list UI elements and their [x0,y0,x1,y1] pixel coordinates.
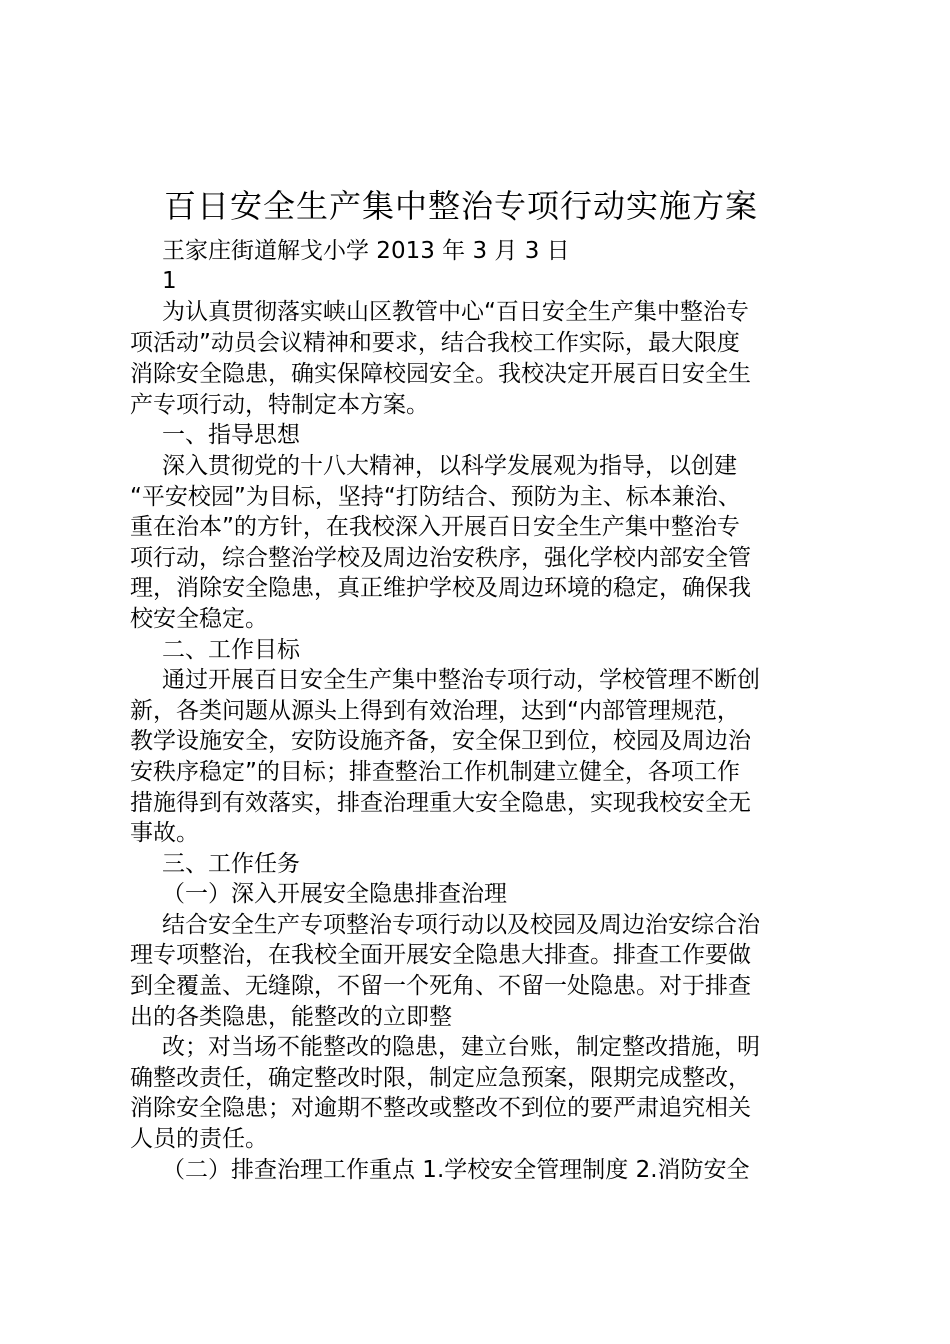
section-heading: 三、工作任务 [162,851,300,877]
text-line: 确整改责任，确定整改时限，制定应急预案，限期完成整改， [130,1065,751,1091]
text-line: 到全覆盖、无缝隙，不留一个死角、不留一处隐患。对于排查 [130,973,751,999]
section-heading: 一、指导思想 [162,422,300,448]
byline: 王家庄街道解戈小学 2013 年 3 月 3 日 [162,238,570,264]
text-line: 结合安全生产专项整治专项行动以及校园及周边治安综合治 [162,912,760,938]
text-line: 产专项行动，特制定本方案。 [130,392,429,418]
text-line: 校安全稳定。 [130,606,268,632]
text-line: 为认真贯彻落实峡山区教管中心“百日安全生产集中整治专 [162,299,749,325]
text-line: 理，消除安全隐患，真正维护学校及周边环境的稳定，确保我 [130,575,751,601]
text-line: 事故。 [130,820,199,846]
text-line: 理专项整治，在我校全面开展安全隐患大排查。排查工作要做 [130,942,751,968]
text-line: 消除安全隐患，确实保障校园安全。我校决定开展百日安全生 [130,361,751,387]
text-line: 项活动”动员会议精神和要求，结合我校工作实际，最大限度 [130,330,740,356]
text-line: 消除安全隐患；对逾期不整改或整改不到位的要严肃追究相关 [130,1095,751,1121]
text-line: 安秩序稳定”的目标；排查整治工作机制建立健全，各项工作 [130,759,740,785]
text-line: 重在治本”的方针，在我校深入开展百日安全生产集中整治专 [130,514,740,540]
text-line: 教学设施安全，安防设施齐备，安全保卫到位，校园及周边治 [130,728,751,754]
section-heading: 二、工作目标 [162,637,300,663]
document-title: 百日安全生产集中整治专项行动实施方案 [164,187,759,225]
subsection-heading: （二）排查治理工作重点 1.学校安全管理制度 2.消防安全 [162,1157,750,1183]
text-line: 出的各类隐患，能整改的立即整 [130,1004,452,1030]
text-line: “平安校园”为目标，坚持“打防结合、预防为主、标本兼治、 [130,484,741,510]
text-line: 人员的责任。 [130,1126,268,1152]
text-line: 改；对当场不能整改的隐患，建立台账，制定整改措施，明 [162,1034,760,1060]
text-line: 项行动，综合整治学校及周边治安秩序，强化学校内部安全管 [130,545,751,571]
page-number: 1 [162,268,177,294]
subsection-heading: （一）深入开展安全隐患排查治理 [162,881,507,907]
text-line: 深入贯彻党的十八大精神，以科学发展观为指导，以创建 [162,453,737,479]
text-line: 新，各类问题从源头上得到有效治理，达到“内部管理规范， [130,698,740,724]
text-line: 措施得到有效落实，排查治理重大安全隐患，实现我校安全无 [130,790,751,816]
text-line: 通过开展百日安全生产集中整治专项行动，学校管理不断创 [162,667,760,693]
